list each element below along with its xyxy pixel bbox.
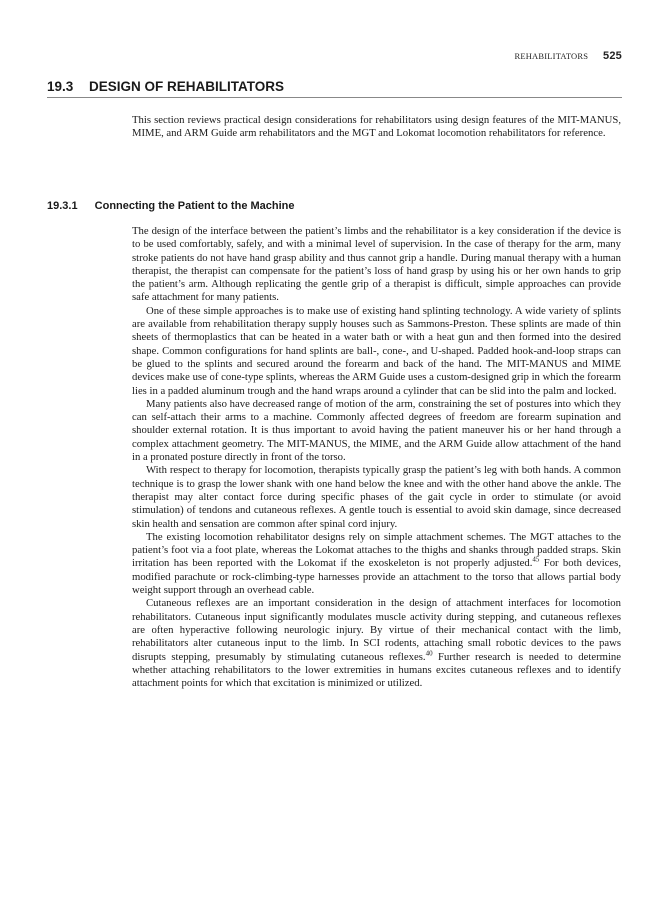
paragraph [132, 597, 621, 690]
subsection-heading [47, 200, 295, 212]
paragraph: With respect to therapy for locomotion, therapists typically grasp the patient’s leg with both hands. A common technique is to grasp the lower shank with one hand below the knee and with the other hand above the ankle. The therapist may alter contact force during specific phases of the gait cycle in order to stimulate (or avoid stimulation) of tendons and cutaneous reflexes. A gentle touch is essential to avoid skin damage, since decreased skin health and sensation are common after spinal cord injury. [132, 464, 621, 530]
paragraph: The design of the interface between the patient’s limbs and the rehabilitator is a key consideration if the device is to be used comfortably, safely, and with a minimal level of supervision. In the case of therapy for the arm, many stroke patients do not have hand grasp ability and thus cannot grip a handle. During manual therapy with a human therapist, the therapist can compensate for the patient’s loss of hand grasp by using his or her own hands to grip the patient’s arm. Although replicating the gentle grip of a therapist is difficult, simple approaches can provide safe attachment for many patients. [132, 225, 621, 304]
paragraph-text: The existing locomotion rehabilitator designs rely on simple attachment schemes. The MGT attaches to the patient’s foot via a foot plate, whereas the Lokomat attaches to the thighs and shanks through padded straps. Skin irritation has been reported with the Lokomat if the exoskeleton is not properly adjusted. [132, 530, 621, 570]
paragraph: One of these simple approaches is to make use of existing hand splinting technology. A wide variety of splints are available from rehabilitation therapy supply houses such as Sammons-Preston. These splints are made of thin sheets of thermoplastics that can be heated in a water bath or with a heat gun and then formed into the desired shape. Common configurations for hand splints are ball-, cone-, and U-shaped. Padded hook-and-loop straps can be glued to the splints and secured around the forearm and back of the hand. The MIT-MANUS and MIME devices make use of cone-type splints, whereas the ARM Guide uses a custom-designed grip in which the forearm lies in a padded aluminum trough and the hand wraps around a cylinder that can be slid into the palm and locked. [132, 304, 621, 397]
subsection-body [132, 225, 621, 690]
reference-marker: 45 [532, 555, 540, 564]
section-intro [132, 114, 621, 141]
subsection-title: Connecting the Patient to the Machine [94, 200, 295, 212]
running-title: REHABILITATORS [514, 51, 589, 61]
paragraph-text: Further research is needed to determine whether attaching rehabilitators to the lower extremities in humans excites cutaneous reflexes and to identify attachment points for which that excitation is minimized or utilized. [132, 650, 621, 690]
paragraph-text: For both devices, modified parachute or rock-climbing-type harnesses provide an attachment to the torso that allows partial body weight support through an overhead cable. [132, 557, 621, 597]
section-title: DESIGN OF REHABILITATORS [89, 79, 285, 94]
section-heading [47, 79, 622, 98]
paragraph [132, 531, 621, 597]
subsection-number: 19.3.1 [47, 200, 78, 212]
page-number: 525 [603, 50, 622, 62]
intro-paragraph: This section reviews practical design considerations for rehabilitators using design features of the MIT-MANUS, MIME, and ARM Guide arm rehabilitators and the MGT and Lokomat locomotion rehabilitators for reference. [132, 114, 621, 140]
paragraph: Many patients also have decreased range of motion of the arm, constraining the set of postures into which they can self-attach their arms to a machine. Commonly affected degrees of freedom are forearm supination and shoulder external rotation. It is thus important to avoid having the patient maneuver his or her hand through a complex attachment geometry. The MIT-MANUS, the MIME, and the ARM Guide allow attachment of the hand in a pronated posture directly in front of the torso. [132, 397, 621, 464]
section-number: 19.3 [47, 79, 74, 94]
reference-marker: 40 [425, 648, 433, 657]
running-header [514, 50, 622, 62]
paragraph-text: Cutaneous reflexes are an important consideration in the design of attachment interfaces for locomotion rehabilitators. Cutaneous input significantly modulates muscle activity during stepping, and cutaneous reflexes are often hyperactive following neurologic injury. By virtue of their mechanical contact with the limb, rehabilitators alter cutaneous input to the limb. In SCI rodents, attaching small robotic devices to the paws disrupts stepping, presumably by stimulating cutaneous reflexes. [132, 597, 621, 663]
